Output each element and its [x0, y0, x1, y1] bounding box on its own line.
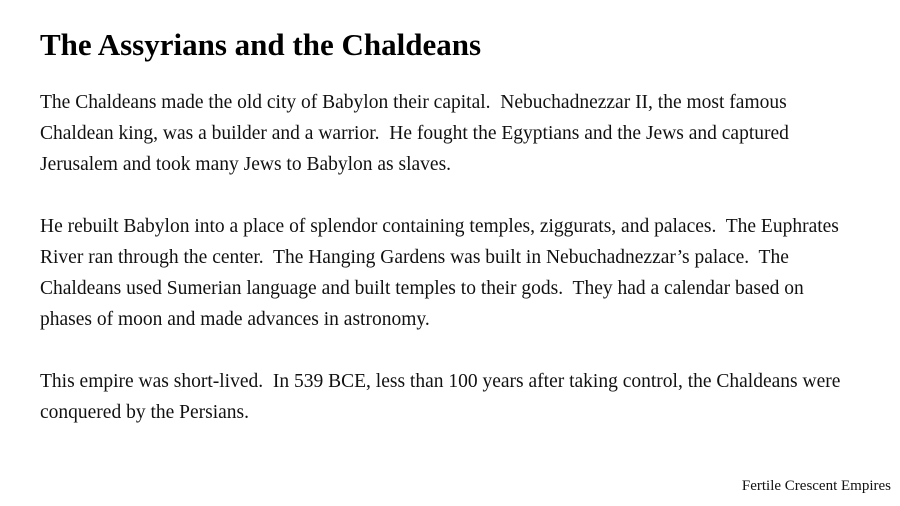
paragraph-babylon-rebuilt: He rebuilt Babylon into a place of splendor containing temples, ziggurats, and palaces. The Euphrates River ran through the center. The Hanging Gardens was built in Nebuchadnezzar’s palace. The Chaldeans used Sumerian language and built temples to their gods. They had a calendar based on phases of moon and made advances in astronomy.: [40, 216, 844, 330]
slide-footer: Fertile Crescent Empires: [741, 478, 891, 494]
slide-title: The Assyrians and the Chaldeans: [40, 27, 482, 62]
paragraph-chaldean-capital: The Chaldeans made the old city of Babylon their capital. Nebuchadnezzar II, the most famous Chaldean king, was a builder and a warrior. He fought the Egyptians and the Jews and captured Jerusalem and took many Jews to Babylon as slaves.: [40, 92, 794, 175]
slide-body: [40, 87, 855, 459]
paragraph-empire-end: This empire was short-lived. In 539 BCE, less than 100 years after taking control, the Chaldeans were conquered by the Persians.: [40, 371, 846, 423]
